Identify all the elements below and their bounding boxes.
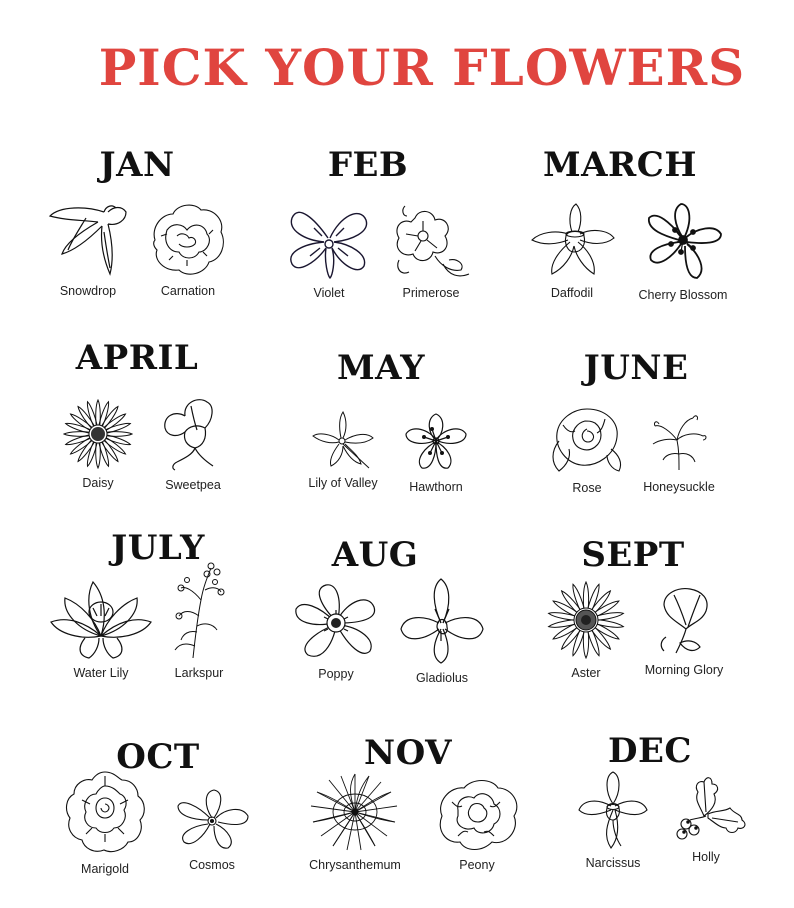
flower-name: Sweetpea <box>165 478 221 492</box>
month-heading-sept: SEPT <box>581 535 685 575</box>
flower-name: Holly <box>692 850 720 864</box>
morning-glory-icon <box>656 585 712 657</box>
narcissus-icon <box>577 770 649 850</box>
month-heading-march: MARCH <box>543 145 697 185</box>
month-heading-nov: NOV <box>364 733 452 773</box>
flower-name: Rose <box>572 481 602 495</box>
poppy-icon <box>292 583 380 661</box>
flower-carnation[interactable] <box>123 200 253 298</box>
carnation-icon <box>147 200 229 278</box>
flower-sweetpea[interactable] <box>128 396 258 492</box>
month-heading-feb: FEB <box>327 145 409 185</box>
flower-name: Water Lily <box>73 666 129 680</box>
flower-name: Marigold <box>81 862 129 876</box>
flower-name: Aster <box>571 666 601 680</box>
primrose-icon <box>391 200 471 280</box>
flower-primrose[interactable] <box>366 200 496 300</box>
flower-name: Peony <box>459 858 495 872</box>
flower-name: Primerose <box>402 286 460 300</box>
flower-name: Hawthorn <box>409 480 463 494</box>
flower-name: Narcissus <box>585 856 641 870</box>
flower-gladiolus[interactable] <box>377 577 507 685</box>
flower-cherry-blossom[interactable] <box>618 200 748 302</box>
flower-name: Honeysuckle <box>643 480 715 494</box>
violet-icon <box>284 198 374 280</box>
flower-morning-glory[interactable] <box>619 585 749 677</box>
daffodil-icon <box>528 200 616 280</box>
flower-honeysuckle[interactable] <box>614 410 744 494</box>
gladiolus-icon <box>397 577 487 665</box>
flower-holly[interactable] <box>641 772 771 864</box>
month-heading-oct: OCT <box>116 737 200 777</box>
cosmos-icon <box>172 786 252 852</box>
flower-name: Violet <box>313 286 345 300</box>
snowdrop-icon <box>46 198 130 278</box>
flower-name: Morning Glory <box>644 663 724 677</box>
month-heading-april: APRIL <box>75 338 199 378</box>
lily-of-valley-icon <box>309 410 377 470</box>
month-heading-aug: AUG <box>331 535 419 575</box>
month-heading-jan: JAN <box>99 145 175 185</box>
flower-name: Lily of Valley <box>308 476 378 490</box>
month-heading-may: MAY <box>336 348 426 388</box>
flower-name: Larkspur <box>174 666 224 680</box>
flower-name: Gladiolus <box>415 671 469 685</box>
marigold-icon <box>62 768 148 856</box>
flower-hawthorn[interactable] <box>371 410 501 494</box>
chrysanthemum-icon <box>309 770 401 852</box>
month-heading-june: JUNE <box>583 348 689 388</box>
cherry-blossom-icon <box>641 200 725 282</box>
flower-peony[interactable] <box>412 776 542 872</box>
month-heading-july: JULY <box>111 528 205 568</box>
month-heading-dec: DEC <box>608 731 692 771</box>
larkspur-icon <box>171 560 227 660</box>
aster-icon <box>546 580 626 660</box>
peony-icon <box>432 776 522 852</box>
flower-name: Poppy <box>318 667 354 681</box>
sweetpea-icon <box>155 396 231 472</box>
hawthorn-icon <box>402 410 470 474</box>
holly-icon <box>664 772 748 844</box>
flower-cosmos[interactable] <box>147 786 277 872</box>
flower-chrysanthemum[interactable] <box>290 770 420 872</box>
flower-name: Daisy <box>82 476 114 490</box>
honeysuckle-icon <box>649 410 709 474</box>
flower-name: Cherry Blossom <box>638 288 728 302</box>
flower-name: Chrysanthemum <box>309 858 401 872</box>
daisy-icon <box>62 398 134 470</box>
flower-name: Daffodil <box>550 286 594 300</box>
flower-name: Carnation <box>160 284 216 298</box>
flower-name: Cosmos <box>189 858 235 872</box>
flower-name: Snowdrop <box>59 284 117 298</box>
page-title: PICK YOUR FLOWERS <box>98 38 746 97</box>
flower-larkspur[interactable] <box>134 560 264 680</box>
